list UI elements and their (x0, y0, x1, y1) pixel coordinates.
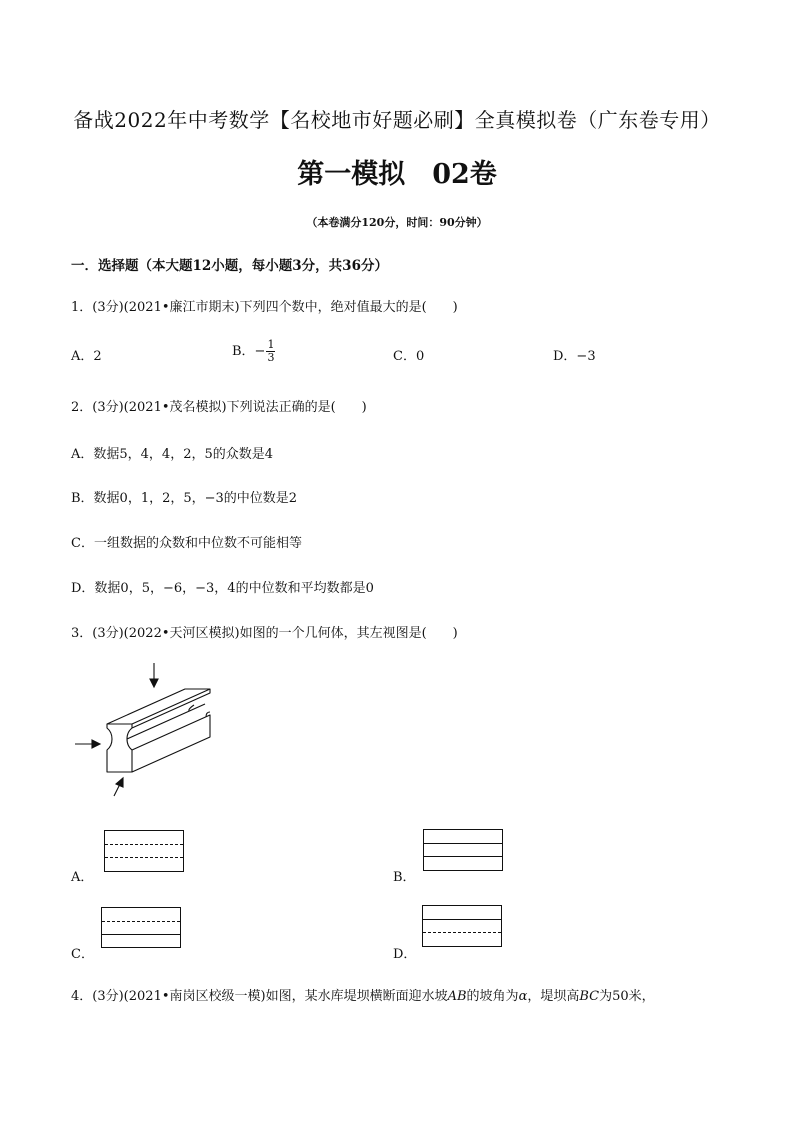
top-arrow-head (150, 679, 158, 687)
question-4-stem (71, 985, 655, 1004)
q1-option-c: C．0 (393, 349, 425, 364)
q3-option-d-figure (422, 905, 502, 947)
page-title: 第一模拟 02卷 (297, 159, 497, 190)
q2-option-c: C．一组数据的众数和中位数不可能相等 (71, 536, 302, 551)
top-face (107, 689, 210, 724)
question-2-stem: 2．(3分)(2021•茂名模拟)下列说法正确的是( ) (71, 400, 367, 415)
q2-option-a: A．数据5，4，4，2，5的众数是4 (71, 447, 274, 462)
q3-option-c-figure (101, 907, 181, 948)
q1-option-b (232, 339, 275, 364)
visible-line (102, 934, 180, 935)
question-1-stem: 1．(3分)(2021•廉江市期末)下列四个数中，绝对值最大的是( ) (71, 300, 458, 315)
exam-info: （本卷满分120分，时间：90分钟） (306, 216, 488, 229)
q4-stem-part: 的坡角为 (466, 989, 519, 1004)
q3-option-d-label: D． (393, 947, 417, 962)
hidden-line (423, 932, 501, 933)
question-3-stem: 3．(3分)(2022•天河区模拟)如图的一个几何体，其左视图是( ) (71, 626, 458, 641)
visible-line (424, 843, 502, 844)
fraction-numerator: 1 (267, 338, 275, 351)
q3-option-b-label: B． (393, 870, 416, 885)
q4-stem-part: 为50米， (599, 989, 655, 1004)
hidden-line (105, 844, 183, 845)
bottom-flange-side (132, 715, 210, 772)
segment-ab: AB (447, 989, 467, 1004)
section-heading: 一．选择题（本大题12小题，每小题3分，共36分） (71, 258, 388, 274)
angle-alpha: α (518, 989, 528, 1004)
q1-option-a: A．2 (71, 349, 102, 364)
fraction-denominator: 3 (267, 351, 275, 364)
front-face-outline (107, 724, 132, 772)
visible-line (424, 856, 502, 857)
q2-option-b: B．数据0，1，2，5，−3的中位数是2 (71, 491, 298, 506)
q1-option-b-prefix: B．− (232, 344, 266, 359)
q3-option-a-label: A． (71, 870, 94, 885)
i-beam-solid-figure (70, 660, 220, 805)
hidden-line (105, 857, 183, 858)
left-arrow-head (92, 740, 100, 748)
document-header: 备战2022年中考数学【名校地市好题必刷】全真模拟卷（广东卷专用） (73, 108, 721, 132)
q4-stem-part: ，堤坝高 (527, 989, 580, 1004)
q3-option-b-figure (423, 829, 503, 871)
hidden-line (102, 921, 180, 922)
q3-option-c-label: C． (71, 947, 94, 962)
segment-bc: BC (579, 989, 600, 1004)
front-arrow-head (116, 778, 123, 787)
fraction (266, 339, 275, 364)
visible-line (423, 919, 501, 920)
q2-option-d: D．数据0，5，−6，−3，4的中位数和平均数都是0 (71, 581, 374, 596)
q3-option-a-figure (104, 830, 184, 872)
q4-stem-part: 4．(3分)(2021•南岗区校级一模)如图，某水库堤坝横断面迎水坡 (71, 989, 448, 1004)
q1-option-d: D．−3 (553, 349, 596, 364)
